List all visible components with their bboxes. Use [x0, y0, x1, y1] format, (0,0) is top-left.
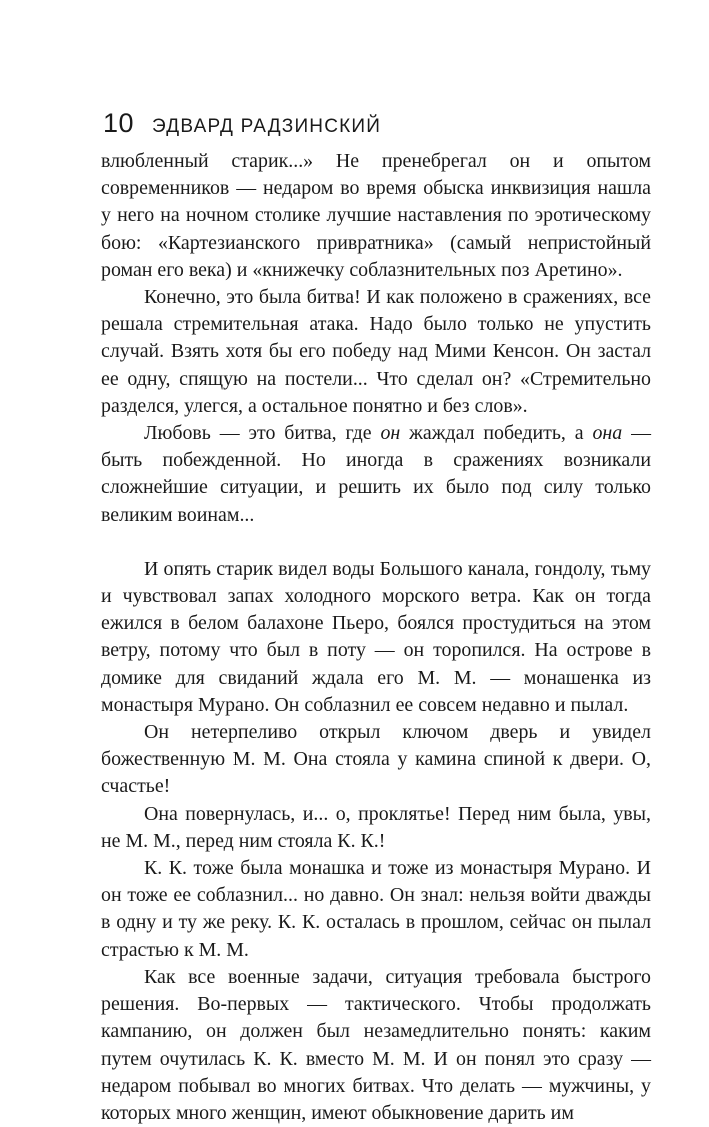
paragraph-8: Как все военные задачи, ситуация требовала быстрого решения. Во-первых — тактического. Чтобы продолжать кампанию, он должен был незамедлительно понять: каким путем очутилась К. К. вместо М. М. И он понял это сразу — недаром побывал во многих битвах. Что делать — мужчины, у которых много женщин, имеют обыкновение дарить им	[101, 965, 651, 1124]
paragraph-7: К. К. тоже была монашка и тоже из монастыря Мурано. И он тоже ее соблазнил... но давно. Он знал: нельзя войти дважды в одну и ту же реку. К. К. осталась в прошлом, сейчас он пылал страстью к М. М.	[101, 857, 651, 961]
paragraph-5: Он нетерпеливо открыл ключом дверь и увидел божественную М. М. Она стояла у камина спиной к двери. О, счастье!	[101, 721, 651, 798]
section-break	[101, 529, 651, 556]
paragraph-1: влюбленный старик...» Не пренебрегал он и опытом современников — недаром во время обыска инквизиция нашла у него на ночном столике лучшие наставления по эротическому бою: «Картезианского привратника» (самый непристойный роман его века) и «книжечку соблазнительных поз Аретино».	[101, 150, 651, 281]
running-head: ЭДВАРД РАДЗИНСКИЙ	[152, 116, 382, 137]
paragraph-2: Конечно, это была битва! И как положено в сражениях, все решала стремительная атака. Надо было только не упустить случай. Взять хотя бы его победу над Мими Кенсон. Он застал ее одну, спящую на постели... Что сделал он? «Стремительно разделся, улегся, а остальное понятно и без слов».	[101, 286, 651, 417]
paragraph-3-italic-ona: она	[592, 422, 623, 445]
paragraph-4: И опять старик видел воды Большого канала, гондолу, тьму и чувствовал запах холодного морского ветра. Как он тогда ежился в белом балахоне Пьеро, боялся простудиться на этом ветру, потому что был в поту — он торопился. На острове в домике для свиданий ждала его М. М. — монашенка из монастыря Мурано. Он соблазнил ее совсем недавно и пылал.	[101, 557, 651, 716]
paragraph-3-italic-on: он	[380, 422, 401, 445]
paragraph-3	[101, 420, 651, 529]
body-text	[101, 148, 651, 1127]
page-header	[103, 108, 381, 139]
paragraph-6: Она повернулась, и... о, проклятье! Перед ним была, увы, не М. М., перед ним стояла К. К.!	[101, 802, 651, 852]
paragraph-3-text-a: Любовь — это битва, где	[144, 422, 381, 445]
paragraph-3-text-c: — быть побежденной. Но иногда в сражениях возникали сложнейшие ситуации, и решить их было под силу только великим воинам...	[101, 422, 651, 526]
paragraph-3-text-b: жаждал победить, а	[400, 422, 593, 445]
page-number: 10	[103, 108, 135, 138]
